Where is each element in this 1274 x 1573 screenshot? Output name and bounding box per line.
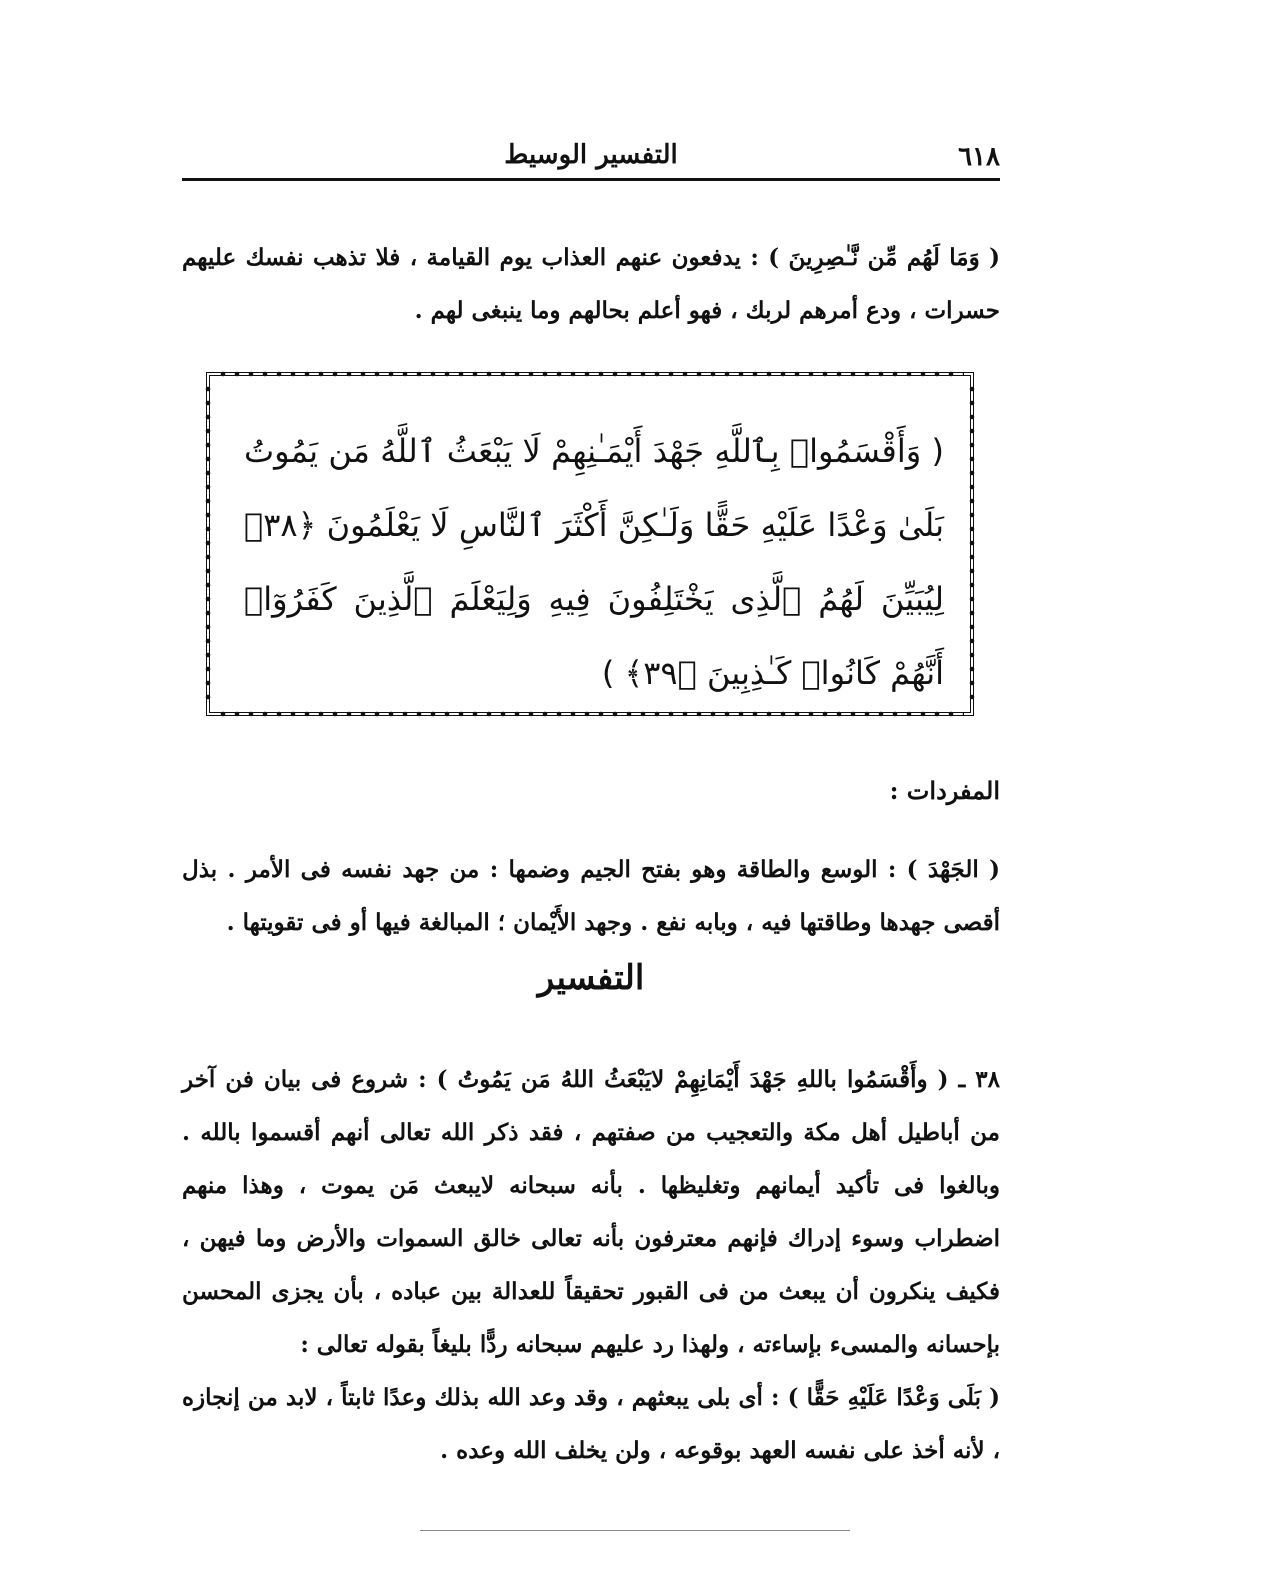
intro-paragraph: ( وَمَا لَهُم مِّن نَّـٰصِرِينَ ) : يدفعون عنهم العذاب يوم القيامة ، فلا تذهب نفسك عليهم حسرات ، ودع أمرهم لربك ، فهو أعلم بحالهم وما ينبغى لهم . [182, 244, 1000, 324]
vocabulary-label: المفردات : [889, 776, 1000, 805]
quran-verse-text: ( وَأَقْسَمُوا۟ بِٱللَّهِ جَهْدَ أَيْمَـٰنِهِمْ لَا يَبْعَثُ ٱللَّهُ مَن يَمُوتُ بَلَىٰ وَعْدًا عَلَيْهِ حَقًّا وَلَـٰكِنَّ أَكْثَرَ ٱلنَّاسِ لَا يَعْلَمُونَ ﴿٣٨﴾ لِيُبَيِّنَ لَهُمُ ٱلَّذِى يَخْتَلِفُونَ فِيهِ وَلِيَعْلَمَ ٱلَّذِينَ كَفَرُوٓا۟ أَنَّهُمْ كَانُوا۟ كَـٰذِبِينَ ﴿٣٩﴾ ) [244, 432, 944, 692]
tafsir-paragraph-38: ٣٨ ـ ( وأَقْسَمُوا باللهِ جَهْدَ أَيْمَانِهِمْ لايَبْعَثُ اللهُ مَن يَمُوتُ ) : شروع فى بيان فن آخر من أباطيل أهل مكة والتعجيب من صفتهم ، فقد ذكر الله تعالى أنهم أقسموا بالله . وبالغوا فى تأكيد أيمانهم وتغليظها . بأنه سبحانه لايبعث مَن يموت ، وهذا منهم اضطراب وسوء إدراك فإنهم معترفون بأنه تعالى خالق السموات والأرض وما فيهن ، فكيف ينكرون أن يبعث من فى القبور تحقيقاً للعدالة بين عباده ، بأن يجزى المحسن بإحسانه والمسىء بإساءته ، ولهذا رد عليهم سبحانه ردًّا بليغاً بقوله تعالى : [182, 1066, 1000, 1358]
footer-rule [420, 1530, 850, 1531]
page-number: ٦١٨ [958, 142, 1000, 172]
ornament-border-right [965, 382, 979, 706]
page-header [182, 138, 1000, 181]
ornament-border-left [201, 382, 215, 706]
quran-verse-frame [206, 372, 974, 716]
tafsir-paragraph-bala: ( بَلَى وَعْدًا عَلَيْهِ حَقًّا ) : أى بلى يبعثهم ، وقد وعد الله بذلك وعدًا ثابتاً ، لابد من إنجازه ، لأنه أخذ على نفسه العهد بوقوعه ، ولن يخلف الله وعده . [182, 1384, 1000, 1464]
vocabulary-paragraph: ( الجَهْدَ ) : الوسع والطاقة وهو بفتح الجيم وضمها : من جهد نفسه فى الأمر . بذل أقصى جهدها وطاقتها فيه ، وبابه نفع . وجهد الأَيْمان ؛ المبالغة فيها أو فى تقويتها . [182, 856, 1000, 936]
running-title: التفسير الوسيط [504, 140, 678, 170]
tafsir-heading: التفسير [537, 958, 645, 998]
